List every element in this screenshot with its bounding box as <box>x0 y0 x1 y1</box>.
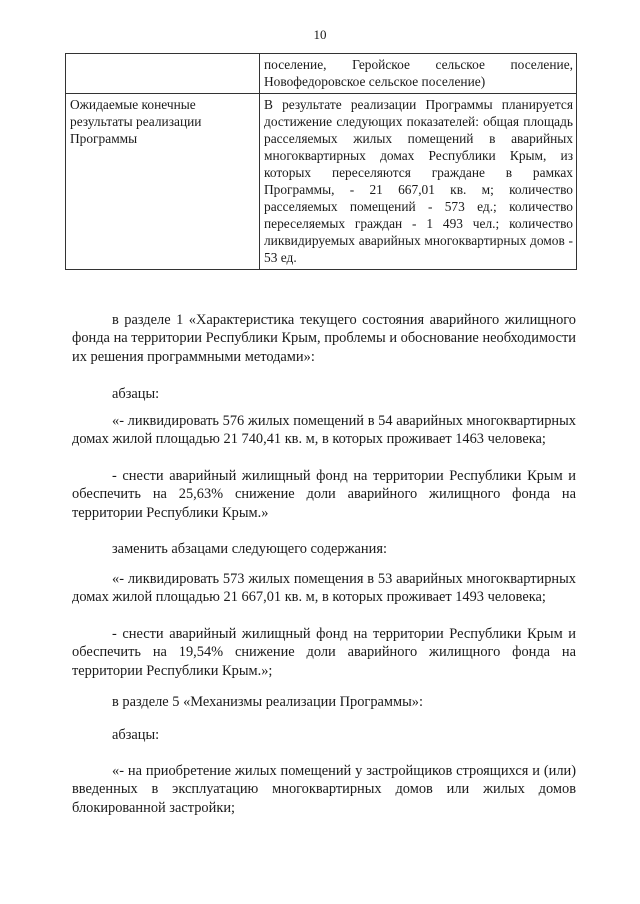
paragraph-replace: заменить абзацами следующего содержания: <box>112 541 387 557</box>
paragraph-new-1: «- ликвидировать 573 жилых помещения в 53 аварийных многоквартирных домах жилой площадью 21 667,01 кв. м, в которых проживает 1493 человека; <box>72 571 576 606</box>
table-cell-empty <box>66 54 260 94</box>
table-row <box>66 94 577 270</box>
table-cell-label: Ожидаемые конечные результаты реализации Программы <box>66 94 260 270</box>
paragraph-old-2: - снести аварийный жилищный фонд на территории Республики Крым и обеспечить на 25,63% снижение доли аварийного жилищного фонда на территории Республики Крым.» <box>72 468 576 521</box>
paragraph-section-5: в разделе 5 «Механизмы реализации Программы»: <box>112 694 423 710</box>
paragraph-old-3: «- на приобретение жилых помещений у застройщиков строящихся и (или) введенных в эксплуатацию многоквартирных домов или жилых домов блокированной застройки; <box>72 763 576 816</box>
table-cell-results: В результате реализации Программы планируется достижение следующих показателей: общая площадь расселяемых жилых помещений в аварийных многоквартирных домах Республики Крым, из которых переселяются граждане в рамках Программы, - 21 667,01 кв. м; количество расселяемых помещений - 573 ед.; количество переселяемых граждан - 1 493 чел.; количество ликвидируемых аварийных многоквартирных домов - 53 ед. <box>260 94 577 270</box>
page-number: 10 <box>313 27 327 42</box>
paragraph-old-1: «- ликвидировать 576 жилых помещений в 54 аварийных многоквартирных домах жилой площадью 21 740,41 кв. м, в которых проживает 1463 человека; <box>72 413 576 448</box>
paragraph-new-2: - снести аварийный жилищный фонд на территории Республики Крым и обеспечить на 19,54% снижение доли аварийного жилищного фонда на территории Республики Крым.»; <box>72 626 576 679</box>
paragraph-abzacy-2: абзацы: <box>112 727 160 743</box>
program-passport-table <box>65 53 577 270</box>
table-row <box>66 54 577 94</box>
table-cell-continuation: поселение, Геройское сельское поселение, Новофедоровское сельское поселение) <box>260 54 577 94</box>
paragraph-abzacy-1: абзацы: <box>112 386 160 402</box>
paragraph-section-1-intro: в разделе 1 «Характеристика текущего состояния аварийного жилищного фонда на территории Республики Крым, проблемы и обоснование необходимости их решения программными методами»: <box>72 312 576 365</box>
